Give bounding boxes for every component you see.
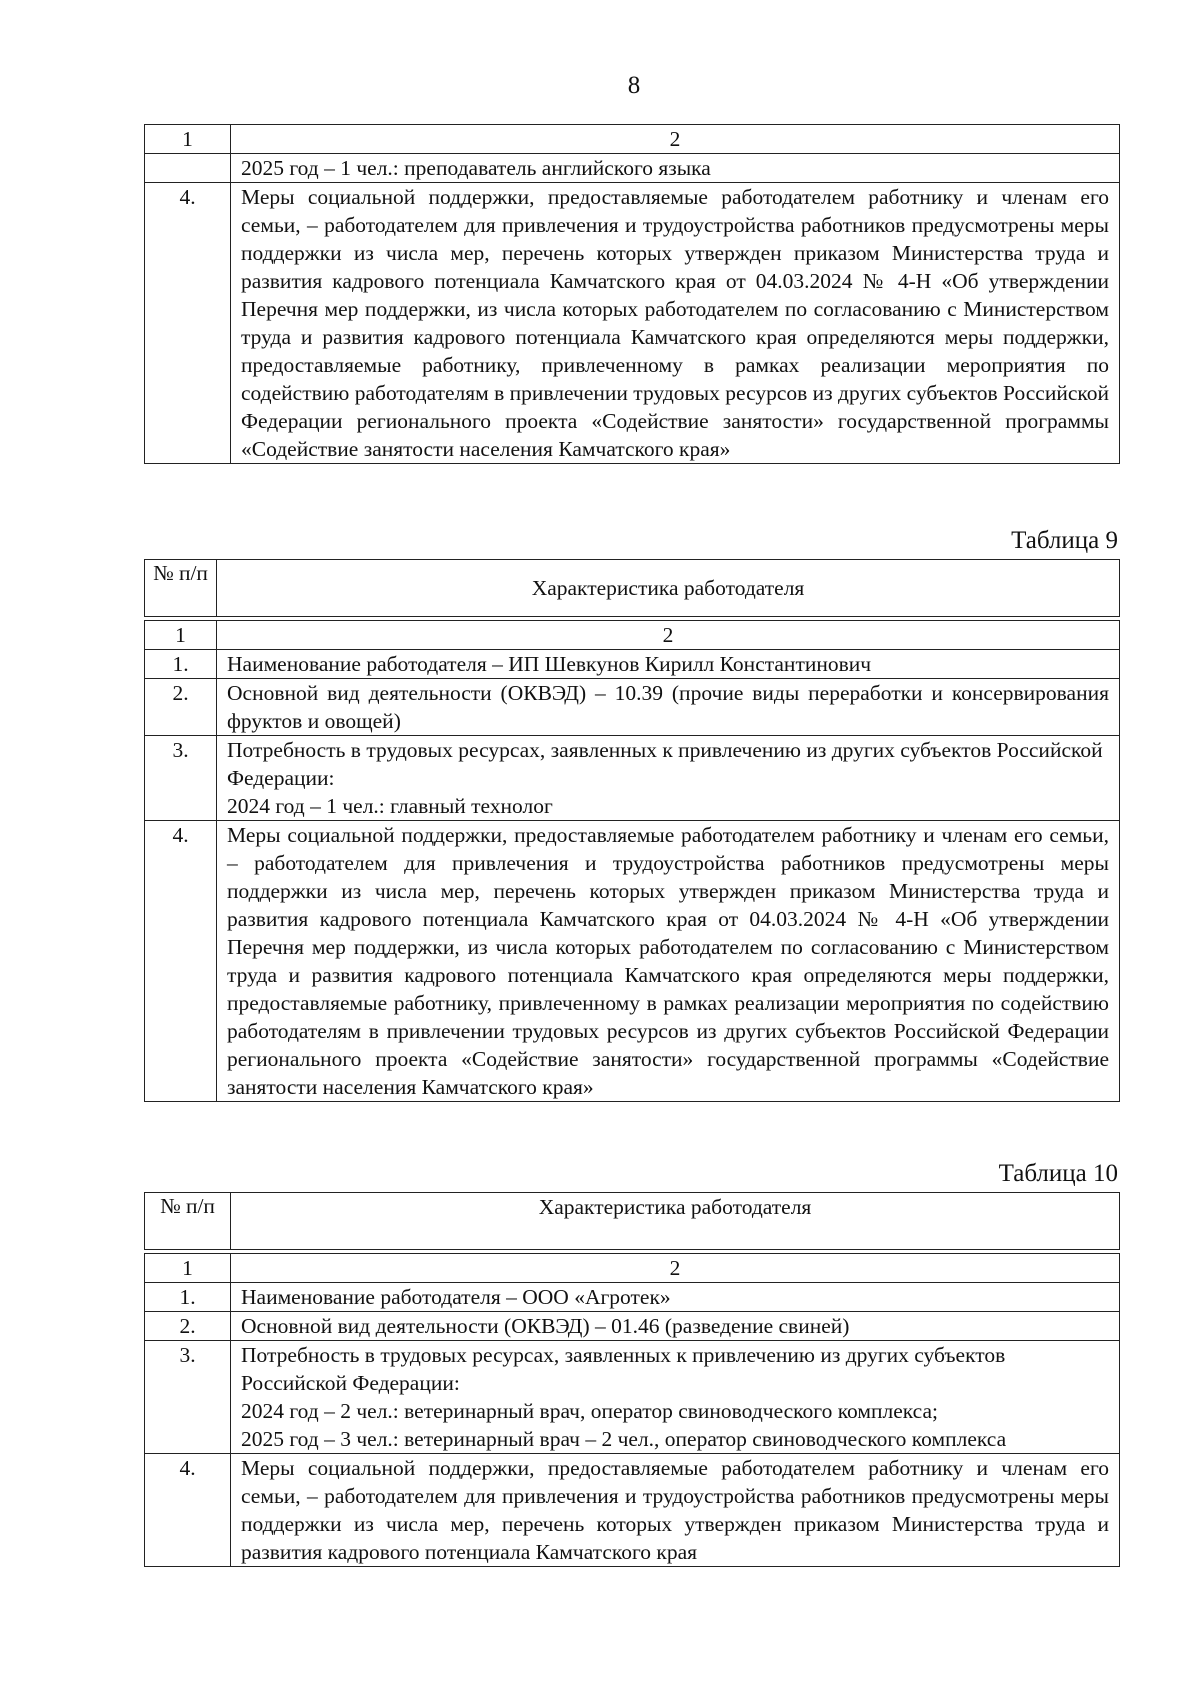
table-10: [144, 1192, 1120, 1567]
col-number-2: 2: [217, 621, 1120, 650]
row-text: [217, 736, 1120, 821]
row-line: 2024 год – 2 чел.: ветеринарный врач, оператор свиноводческого комплекса;: [241, 1399, 939, 1423]
row-number: 1.: [145, 1283, 231, 1312]
row-text: [231, 1341, 1120, 1454]
col-number-1: 1: [145, 125, 231, 154]
table-row: [145, 183, 1120, 464]
table-9-caption: Таблица 9: [1011, 527, 1118, 554]
table-row: [145, 1283, 1120, 1312]
header-number: № п/п: [145, 1193, 231, 1250]
col-number-2: 2: [231, 125, 1120, 154]
row-text: Основной вид деятельности (ОКВЭД) – 01.46 (разведение свиней): [231, 1312, 1120, 1341]
header-title: Характеристика работодателя: [217, 560, 1120, 617]
table-row: [145, 1454, 1120, 1567]
table-header-row: [145, 560, 1120, 617]
row-number: 4.: [145, 821, 217, 1102]
row-number: 2.: [145, 1312, 231, 1341]
row-line: 2025 год – 3 чел.: ветеринарный врач – 2 чел., оператор свиноводческого комплекса: [241, 1427, 1007, 1451]
col-number-1: 1: [145, 621, 217, 650]
row-text: Меры социальной поддержки, предоставляемые работодателем работнику и членам его семьи, – работодателем для привлечения и трудоустройства работников предусмотрены меры поддержки из числа мер, перечень которых утвержден приказом Министерства труда и развития кадрового потенциала Камчатского края: [231, 1454, 1120, 1567]
page-number: 8: [627, 72, 641, 99]
row-number: [145, 154, 231, 183]
table-row: [145, 154, 1120, 183]
row-number: 3.: [145, 1341, 231, 1454]
table-row: [145, 621, 1120, 650]
row-text: Меры социальной поддержки, предоставляемые работодателем работнику и членам его семьи, – работодателем для привлечения и трудоустройства работников предусмотрены меры поддержки из числа мер, перечень которых утвержден приказом Министерства труда и развития кадрового потенциала Камчатского края от 04.03.2024 № 4-Н «Об утверждении Перечня мер поддержки, из числа которых работодателем по согласованию с Министерством труда и развития кадрового потенциала Камчатского края определяются меры поддержки, предоставляемые работнику, привлеченному в рамках реализации мероприятия по содействию работодателям в привлечении трудовых ресурсов из других субъектов Российской Федерации регионального проекта «Содействие занятости» государственной программы «Содействие занятости населения Камчатского края»: [217, 821, 1120, 1102]
table-row: [145, 125, 1120, 154]
table-row: [145, 1312, 1120, 1341]
header-title: Характеристика работодателя: [231, 1193, 1120, 1250]
table-row: [145, 1341, 1120, 1454]
row-text: [231, 154, 1120, 183]
table-row: [145, 679, 1120, 736]
header-number: № п/п: [145, 560, 217, 617]
table-row: [145, 821, 1120, 1102]
col-number-2: 2: [231, 1254, 1120, 1283]
table-10-caption: Таблица 10: [998, 1160, 1118, 1187]
row-number: 2.: [145, 679, 217, 736]
row-line: 2025 год – 1 чел.: преподаватель английского языка: [241, 156, 711, 180]
table-header-row: [145, 1193, 1120, 1250]
row-line: Потребность в трудовых ресурсах, заявленных к привлечению из других субъектов Российской Федерации:: [241, 1343, 1006, 1395]
col-number-1: 1: [145, 1254, 231, 1283]
row-text: Меры социальной поддержки, предоставляемые работодателем работнику и членам его семьи, – работодателем для привлечения и трудоустройства работников предусмотрены меры поддержки из числа мер, перечень которых утвержден приказом Министерства труда и развития кадрового потенциала Камчатского края от 04.03.2024 № 4-Н «Об утверждении Перечня мер поддержки, из числа которых работодателем по согласованию с Министерством труда и развития кадрового потенциала Камчатского края определяются меры поддержки, предоставляемые работнику, привлеченному в рамках реализации мероприятия по содействию работодателям в привлечении трудовых ресурсов из других субъектов Российской Федерации регионального проекта «Содействие занятости» государственной программы «Содействие занятости населения Камчатского края»: [231, 183, 1120, 464]
row-number: 4.: [145, 183, 231, 464]
table-row: [145, 736, 1120, 821]
row-text: Наименование работодателя – ООО «Агротек»: [231, 1283, 1120, 1312]
table-row: [145, 650, 1120, 679]
row-line: Потребность в трудовых ресурсах, заявленных к привлечению из других субъектов Российской Федерации:: [227, 738, 1103, 790]
row-number: 1.: [145, 650, 217, 679]
row-text: Основной вид деятельности (ОКВЭД) – 10.39 (прочие виды переработки и консервирования фруктов и овощей): [217, 679, 1120, 736]
table-row: [145, 1254, 1120, 1283]
table-9: [144, 559, 1120, 1102]
row-number: 3.: [145, 736, 217, 821]
table-continued: [144, 124, 1120, 464]
row-number: 4.: [145, 1454, 231, 1567]
row-text: Наименование работодателя – ИП Шевкунов Кирилл Константинович: [217, 650, 1120, 679]
row-line: 2024 год – 1 чел.: главный технолог: [227, 794, 553, 818]
